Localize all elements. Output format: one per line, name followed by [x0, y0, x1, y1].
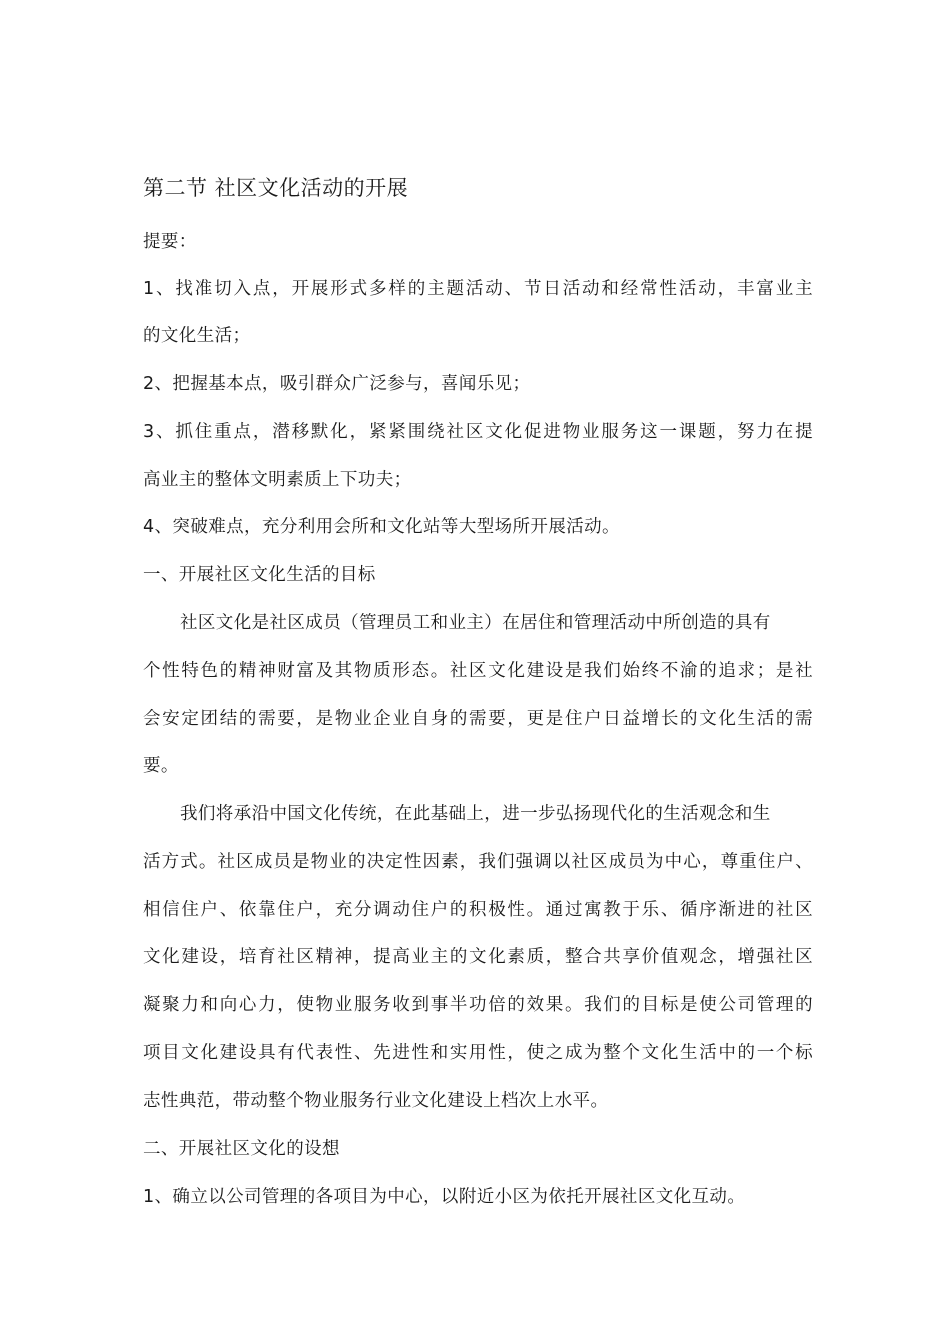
section-1-para-2-line-3: 相信住户、依靠住户，充分调动住户的积极性。通过寓教于乐、循序渐进的社区 — [143, 900, 813, 920]
section-1-para-2-line-4: 文化建设，培育社区精神，提高业主的文化素质，整合共享价值观念，增强社区 — [143, 947, 813, 967]
section-1-para-2-line-7: 志性典范，带动整个物业服务行业文化建设上档次上水平。 — [143, 1091, 609, 1111]
section-1-para-1-line-4: 要。 — [143, 756, 179, 776]
summary-point-1-line-1: 1、找准切入点，开展形式多样的主题活动、节日活动和经常性活动，丰富业主 — [143, 279, 813, 299]
section-2-heading: 二、开展社区文化的设想 — [143, 1139, 340, 1159]
section-2-item-1: 1、确立以公司管理的各项目为中心，以附近小区为依托开展社区文化互动。 — [143, 1187, 746, 1207]
section-1-para-2-line-6: 项目文化建设具有代表性、先进性和实用性，使之成为整个文化生活中的一个标 — [143, 1043, 813, 1063]
summary-label: 提要： — [143, 232, 197, 252]
section-1-para-2-line-1: 我们将承沿中国文化传统，在此基础上，进一步弘扬现代化的生活观念和生 — [180, 804, 771, 824]
section-1-heading: 一、开展社区文化生活的目标 — [143, 565, 376, 585]
summary-point-1-line-2: 的文化生活； — [143, 326, 251, 346]
section-1-para-1-line-1: 社区文化是社区成员（管理员工和业主）在居住和管理活动中所创造的具有 — [180, 613, 771, 633]
section-1-para-2-line-2: 活方式。社区成员是物业的决定性因素，我们强调以社区成员为中心，尊重住户、 — [143, 852, 813, 872]
summary-point-4: 4、突破难点，充分利用会所和文化站等大型场所开展活动。 — [143, 517, 620, 537]
page-title: 第二节 社区文化活动的开展 — [143, 176, 409, 200]
summary-point-3-line-1: 3、抓住重点，潜移默化，紧紧围绕社区文化促进物业服务这一课题，努力在提 — [143, 422, 813, 442]
summary-point-2: 2、把握基本点，吸引群众广泛参与，喜闻乐见； — [143, 374, 531, 394]
section-1-para-1-line-3: 会安定团结的需要，是物业企业自身的需要，更是住户日益增长的文化生活的需 — [143, 709, 813, 729]
summary-point-3-line-2: 高业主的整体文明素质上下功夫； — [143, 470, 412, 490]
section-1-para-1-line-2: 个性特色的精神财富及其物质形态。社区文化建设是我们始终不渝的追求；是社 — [143, 661, 813, 681]
section-1-para-2-line-5: 凝聚力和向心力，使物业服务收到事半功倍的效果。我们的目标是使公司管理的 — [143, 995, 813, 1015]
